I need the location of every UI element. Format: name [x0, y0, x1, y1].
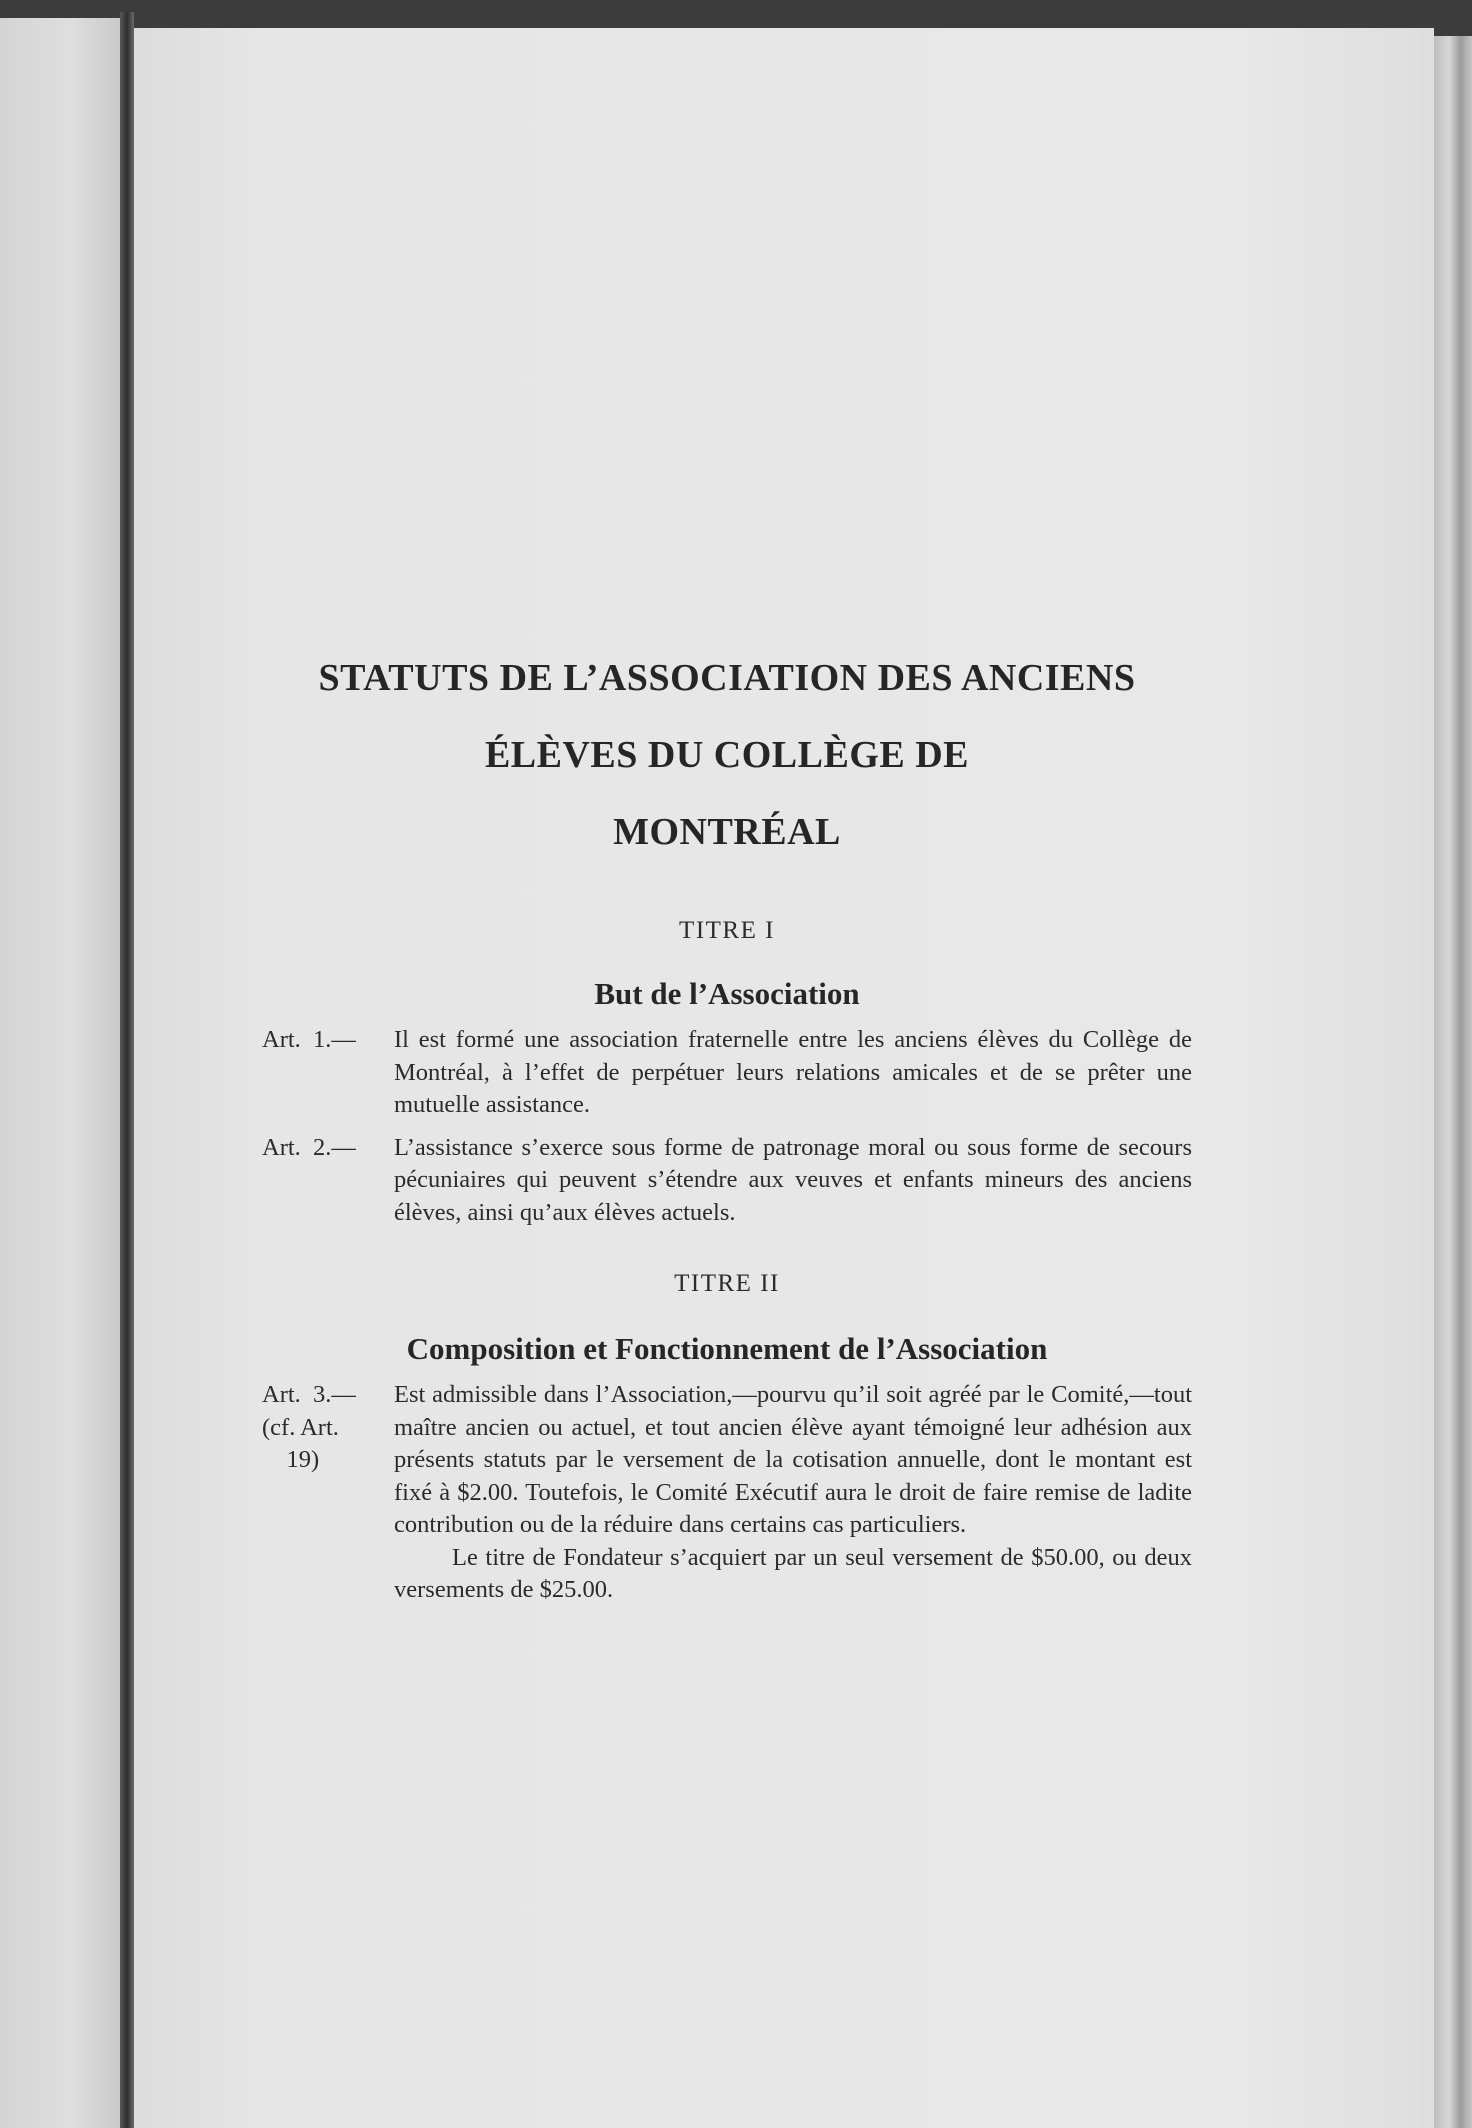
heading-line-2: ÉLÈVES DU COLLÈGE DE: [484, 734, 970, 776]
page-stack-edge: [1434, 36, 1472, 2128]
article-3-label-line-1: Art. 3.—: [262, 1381, 356, 1408]
document-heading: [262, 640, 1192, 871]
article-3: [262, 1379, 1192, 1607]
article-3-text-2: Le titre de Fondateur s’acquiert par un seul versement de $50.00, ou deux versements de $25.00.: [394, 1543, 1192, 1603]
article-3-label: [262, 1379, 394, 1607]
article-2-label: Art. 2.—: [262, 1133, 356, 1161]
article-3-label-line-3: 19): [262, 1446, 320, 1473]
article-3-body: [394, 1379, 1192, 1607]
page-content: [262, 640, 1192, 1607]
titre-2-label: TITRE II: [674, 1270, 780, 1297]
heading-line-3: MONTRÉAL: [613, 811, 841, 853]
article-2: [262, 1132, 1192, 1230]
titre-1-title: But de l’Association: [594, 976, 860, 1011]
titre-2-title: Composition et Fonctionnement de l’Association: [406, 1331, 1048, 1366]
heading-line-1: STATUTS DE L’ASSOCIATION DES ANCIENS: [318, 657, 1136, 699]
article-3-label-line-2: (cf. Art.: [262, 1413, 339, 1441]
article-3-text: Est admissible dans l’Association,—pourvu qu’il soit agréé par le Comité,—tout maître ancien ou actuel, et tout ancien élève ayant témoigné leur adhésion aux présents statuts par le versement de la cotisation annuelle, dont le montant est fixé à $2.00. Toutefois, le Comité Exécutif aura le droit de faire remise de ladite contribution ou de la réduire dans certains cas particuliers.: [394, 1381, 1192, 1538]
facing-page-edge: [0, 18, 120, 2128]
book-gutter: [120, 12, 134, 2128]
article-1-text: Il est formé une association fraternelle entre les anciens élèves du Collège de Montréal, à l’effet de perpétuer leurs relations amicales et de se prêter une mutuelle assistance.: [394, 1026, 1192, 1118]
article-2-text: L’assistance s’exerce sous forme de patronage moral ou sous forme de secours pécuniaires qui peuvent s’étendre aux veuves et enfants mineurs des anciens élèves, ainsi qu’aux élèves actuels.: [394, 1133, 1192, 1226]
article-1-label: Art. 1.—: [262, 1026, 356, 1053]
titre-1-label: TITRE I: [679, 917, 775, 944]
article-1: [262, 1024, 1192, 1122]
